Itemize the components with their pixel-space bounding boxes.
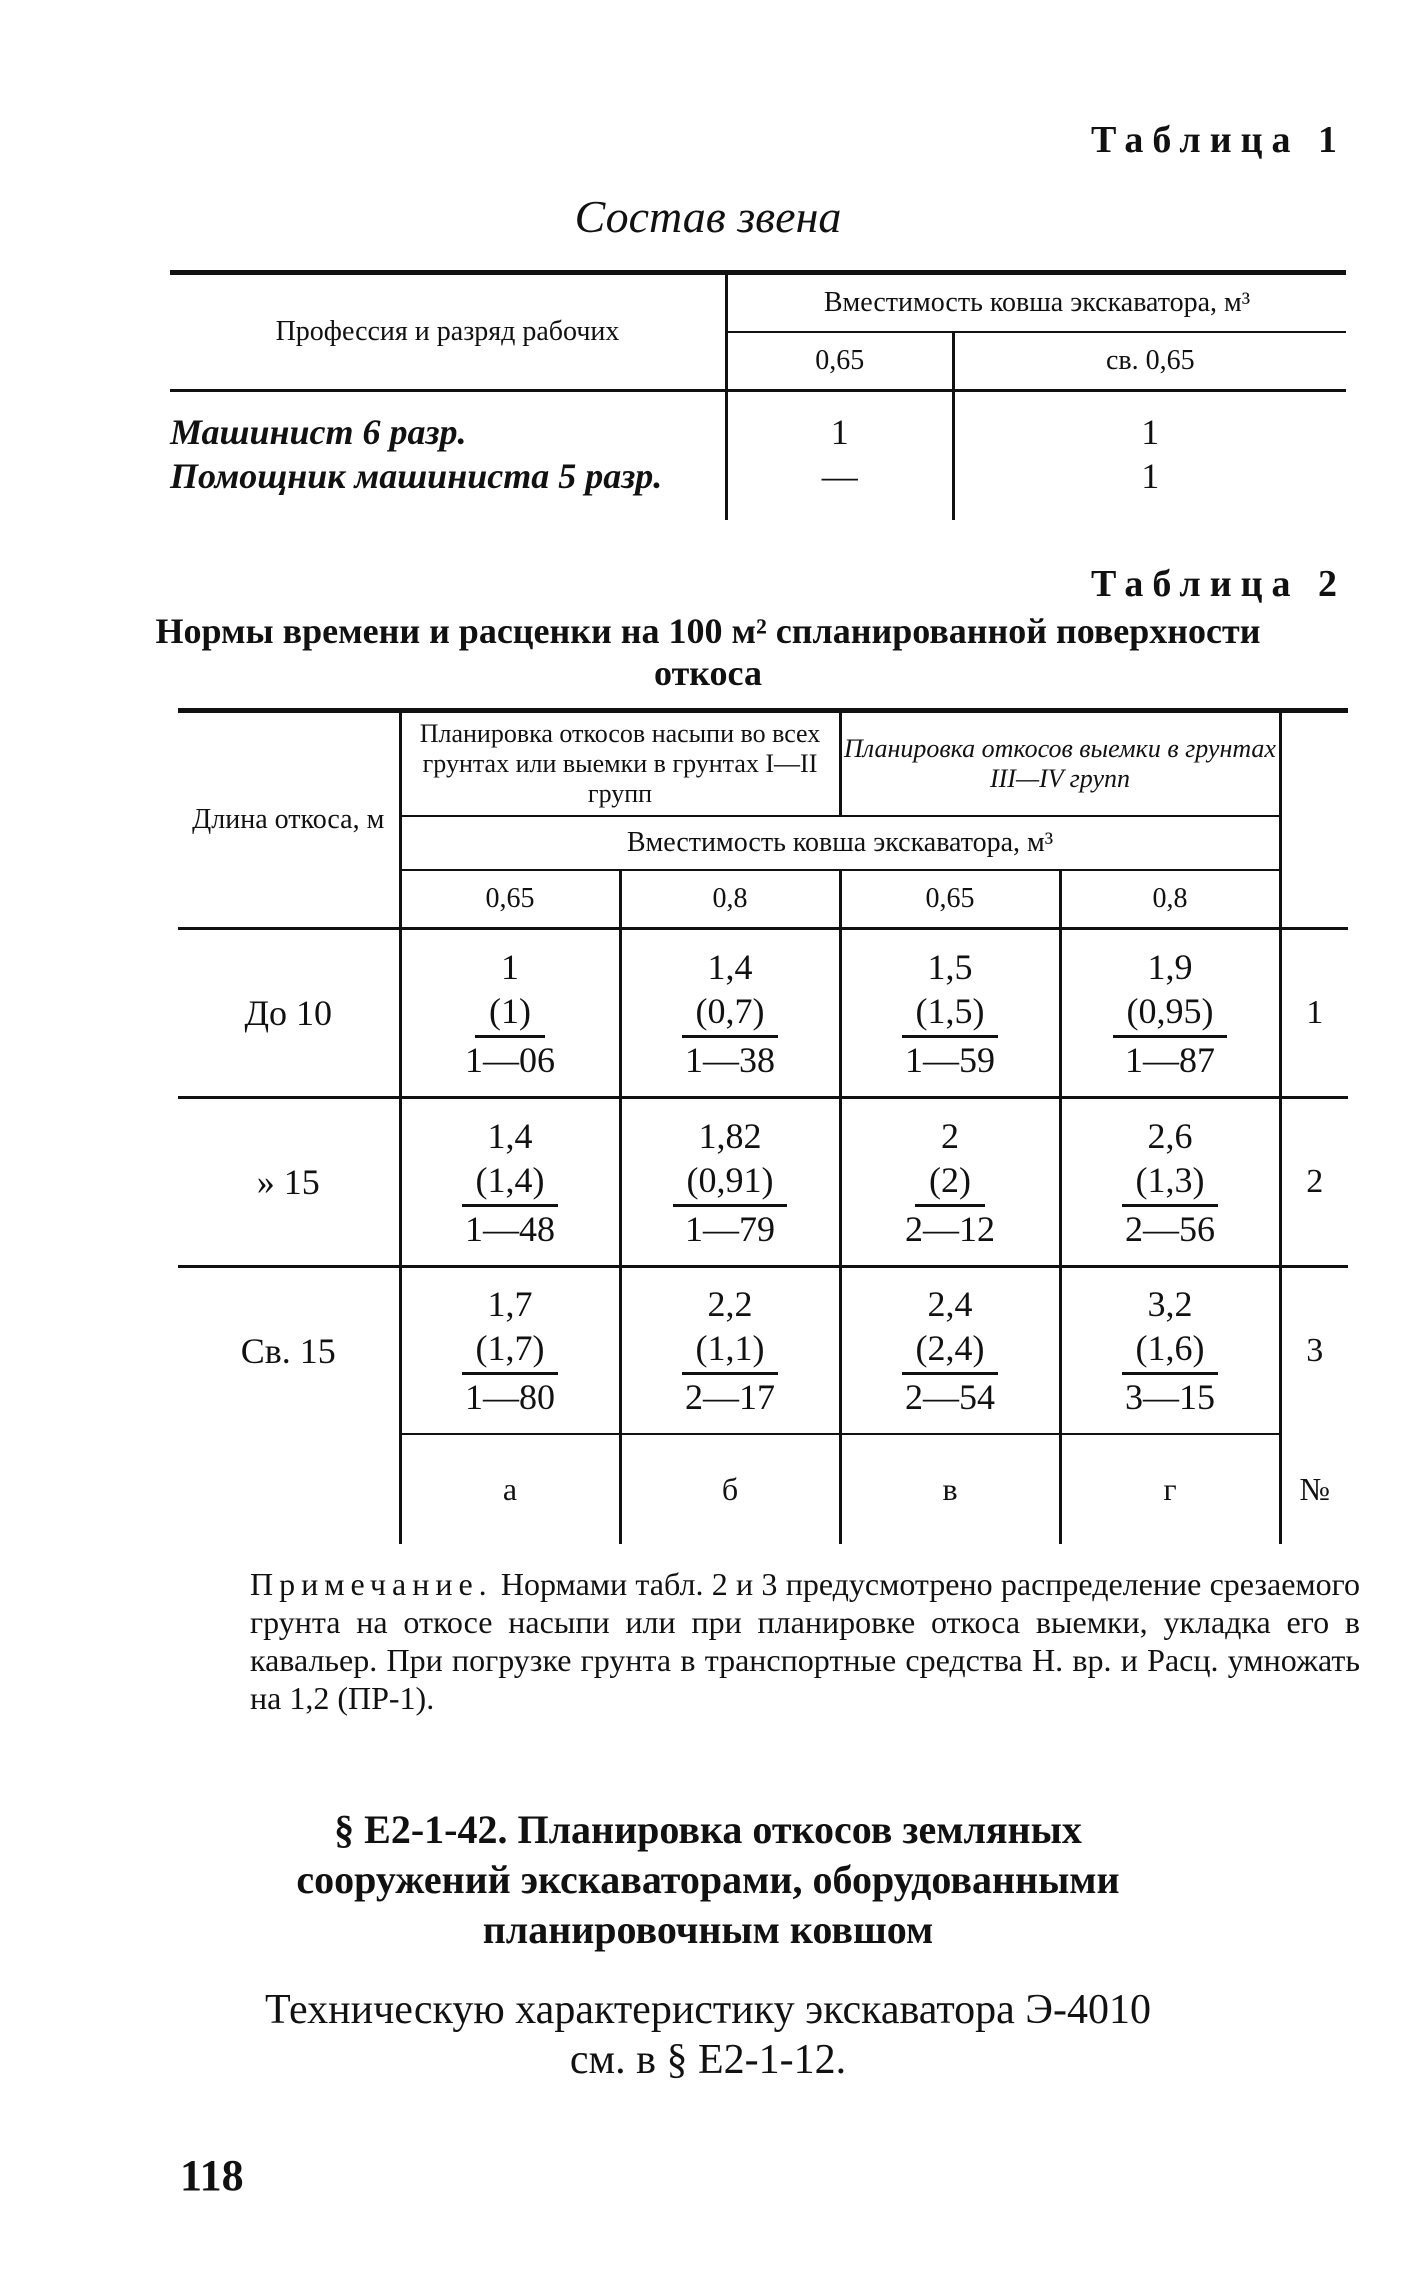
- table1-header-profession: Профессия и разряд рабочих: [170, 273, 727, 391]
- table2-letters-blank: [178, 1434, 400, 1544]
- table2-cell: [1060, 1098, 1280, 1267]
- rate: 2—56: [1124, 1208, 1215, 1249]
- rate: 1—38: [684, 1039, 775, 1080]
- norm-paren: (1,7): [462, 1326, 559, 1375]
- table2-row-3-number: 3: [1280, 1267, 1348, 1435]
- table2-header-bucket: Вместимость ковша экскаватора, м³: [400, 816, 1280, 870]
- norm-time: 2,2: [707, 1284, 753, 1324]
- table2-cell: [840, 1267, 1060, 1435]
- table1-number: Таблица 1: [1090, 119, 1346, 161]
- norm-paren: (1,6): [1122, 1326, 1219, 1375]
- tech-line1: Техническую характеристику экскаватора Э-4010: [265, 1987, 1151, 2033]
- table2-cell: [620, 929, 840, 1098]
- table2-row-1-number: 1: [1280, 929, 1348, 1098]
- norm-time: 1,9: [1147, 946, 1193, 987]
- rate: 2—54: [904, 1377, 995, 1417]
- table2-row-3-length: Св. 15: [240, 1331, 336, 1371]
- table1-row-1-profession: Машинист 6 разр.: [170, 412, 467, 452]
- norm-paren: (1,1): [682, 1326, 779, 1375]
- table2: [178, 708, 1348, 1544]
- table2-header-group1: Планировка откосов насыпи во всех грунтах или выемки в грунтах I—II групп: [400, 711, 840, 817]
- table2-row-1-length: До 10: [178, 929, 400, 1098]
- table2-cell: [620, 1098, 840, 1267]
- table1: [170, 270, 1346, 520]
- table1-header-bucket: Вместимость ковша экскаватора, м³: [727, 273, 1347, 333]
- tech-line2: см. в § Е2-1-12.: [569, 2037, 847, 2083]
- norm-paren: (1,3): [1122, 1158, 1219, 1207]
- table1-title: Состав звена: [574, 191, 842, 242]
- rate: 2—17: [684, 1377, 775, 1417]
- norm-paren: (0,91): [673, 1158, 788, 1207]
- table1-row-2-profession: Помощник машиниста 5 разр.: [170, 456, 663, 496]
- table2-cell: [620, 1267, 840, 1435]
- section-line1: § Е2-1-42. Планировка откосов земляных: [334, 1807, 1082, 1852]
- norm-paren: (2): [915, 1158, 985, 1207]
- table2-letter-a: а: [400, 1434, 620, 1544]
- table2-row-2-length: » 15: [178, 1098, 400, 1267]
- table1-col-over065: [953, 391, 1346, 521]
- norm-time: 1,4: [487, 1115, 533, 1156]
- norm-paren: (2,4): [902, 1326, 999, 1375]
- norm-time: 1,5: [927, 946, 973, 987]
- norm-time: 1: [501, 946, 519, 987]
- section-line3: планировочным ковшом: [482, 1907, 934, 1952]
- table2-cell: [400, 1098, 620, 1267]
- norm-paren: (1,5): [902, 989, 999, 1038]
- table2-letter-b: б: [620, 1434, 840, 1544]
- rate: 1—59: [904, 1039, 995, 1080]
- table2-header-blank: [1280, 711, 1348, 929]
- norm-time: 1,4: [707, 946, 753, 987]
- table2-cell: [840, 1098, 1060, 1267]
- norm-time: 1,7: [487, 1284, 533, 1324]
- table2-cell: [1060, 929, 1280, 1098]
- note: [250, 1565, 1360, 1717]
- table2-size-v: 0,65: [840, 870, 1060, 929]
- table1-row-2-065: —: [821, 456, 858, 496]
- table2-row-2-number: 2: [1280, 1098, 1348, 1267]
- table2-title: [0, 610, 1416, 694]
- table1-header-065: 0,65: [727, 332, 954, 391]
- rate: 1—87: [1124, 1039, 1215, 1080]
- norm-time: 1,82: [698, 1115, 762, 1156]
- table1-row-1-over065: 1: [1141, 412, 1160, 452]
- table2-size-a: 0,65: [400, 870, 620, 929]
- table2-header-group2: Планировка откосов выемки в грунтах III—IV групп: [840, 711, 1280, 817]
- table2-size-b: 0,8: [620, 870, 840, 929]
- table2-number: Таблица 2: [1090, 563, 1346, 605]
- table2-cell: [1060, 1267, 1280, 1435]
- norm-paren: (0,7): [682, 989, 779, 1038]
- table2-cell: [840, 929, 1060, 1098]
- table2-letter-g: г: [1060, 1434, 1280, 1544]
- norm-time: 2,6: [1147, 1115, 1193, 1156]
- tech-paragraph: [0, 1985, 1416, 2085]
- section-line2: сооружений экскаваторами, оборудованными: [296, 1857, 1120, 1902]
- norm-time: 3,2: [1147, 1284, 1193, 1324]
- table2-title-line2: откоса: [654, 653, 762, 693]
- rate: 3—15: [1124, 1377, 1215, 1417]
- table1-professions: [170, 391, 727, 521]
- rate: 1—80: [464, 1377, 555, 1417]
- section-heading: [0, 1805, 1416, 1955]
- table2-no-label: №: [1280, 1434, 1348, 1544]
- table1-header-over065: св. 0,65: [953, 332, 1346, 391]
- note-text: Нормами табл. 2 и 3 предусмотрено распределение срезаемого грунта на откосе насыпи или при планировке откоса выемки, укладка его в кавальер. При погрузке грунта в транспортные средства Н. вр. и Расц. умножать на 1,2 (ПР-1).: [250, 1566, 1361, 1716]
- rate: 1—48: [464, 1208, 555, 1249]
- table1-row-1-065: 1: [830, 412, 849, 452]
- rate: 2—12: [905, 1208, 995, 1249]
- table2-title-line1: Нормы времени и расценки на 100 м² спланированной поверхности: [155, 611, 1261, 651]
- note-label: Примечание.: [250, 1566, 493, 1602]
- norm-paren: (0,95): [1113, 989, 1228, 1038]
- rate: 1—06: [465, 1039, 555, 1080]
- norm-time: 2: [941, 1115, 959, 1156]
- table2-cell: [400, 929, 620, 1098]
- table2-letter-v: в: [840, 1434, 1060, 1544]
- norm-time: 2,4: [927, 1284, 973, 1324]
- table1-col-065: [727, 391, 954, 521]
- norm-paren: (1,4): [462, 1158, 559, 1207]
- page-number: 118: [180, 2151, 244, 2200]
- table1-row-2-over065: 1: [1141, 456, 1160, 496]
- norm-paren: (1): [475, 989, 545, 1038]
- table2-size-g: 0,8: [1060, 870, 1280, 929]
- rate: 1—79: [684, 1208, 775, 1249]
- table2-cell: [400, 1267, 620, 1435]
- table2-header-length: Длина откоса, м: [178, 711, 400, 929]
